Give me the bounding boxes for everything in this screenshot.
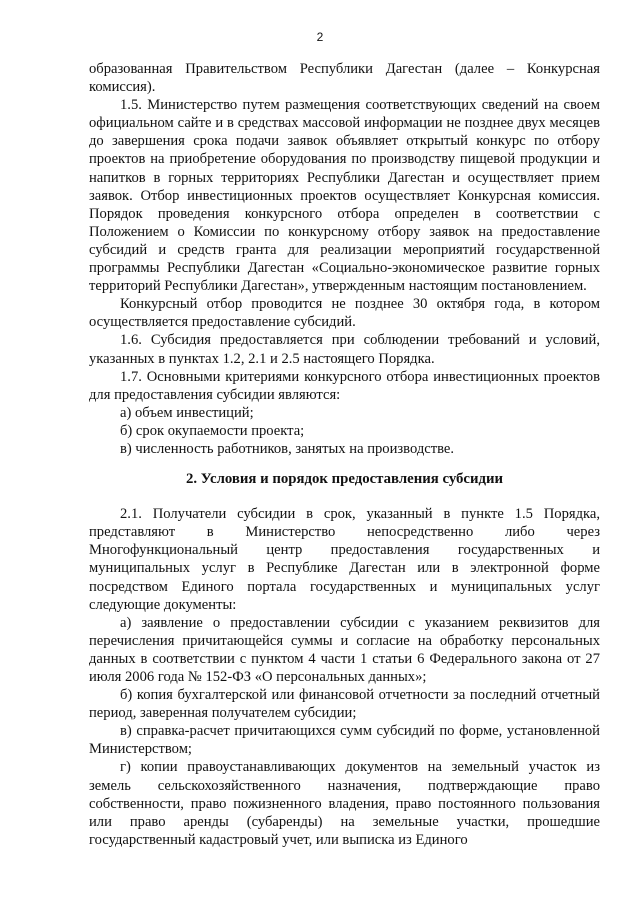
paragraph-1-6: 1.6. Субсидия предоставляется при соблюдении требований и условий, указанных в пунктах 1.2, 2.1 и 2.5 настоящего Порядка.	[89, 332, 600, 367]
document-item-a: а) заявление о предоставлении субсидии с указанием реквизитов для перечисления причитающейся суммы и согласие на обработку персональных данных в соответствии с пунктом 4 части 1 статьи 6 Федерального закона от 27 июля 2006 года № 152-ФЗ «О персональных данных»;	[89, 614, 600, 685]
list-item-a: а) объем инвестиций;	[120, 404, 254, 421]
paragraph-2-1: 2.1. Получатели субсидии в срок, указанный в пункте 1.5 Порядка, представляют в Министерство непосредственно либо через Многофункциональный центр предоставления государственных и муниципальных услуг в Республике Дагестан или в электронной форме посредством Единого портала государственных и муниципальных услуг следующие документы:	[89, 506, 600, 613]
paragraph-competition-deadline: Конкурсный отбор проводится не позднее 30 октября года, в котором осуществляется предоставление субсидий.	[89, 296, 600, 331]
list-item-b: б) срок окупаемости проекта;	[120, 422, 305, 439]
document-item-g: г) копии правоустанавливающих документов на земельный участок из земель сельскохозяйственного назначения, подтверждающие право собственности, право пожизненного владения, право постоянного пользования или право аренды (субаренды) на земельные участки, прошедшие государственный кадастровый учет, или выписка из Единого	[89, 759, 600, 848]
paragraph-continuation: образованная Правительством Республики Дагестан (далее – Конкурсная комиссия).	[89, 61, 600, 96]
page-number: 2	[316, 30, 324, 44]
document-body	[89, 60, 600, 849]
list-item-v: в) численность работников, занятых на производстве.	[120, 440, 455, 457]
paragraph-1-5: 1.5. Министерство путем размещения соответствующих сведений на своем официальном сайте и в средствах массовой информации не позднее двух месяцев до завершения срока подачи заявок объявляет открытый конкурс по отбору проектов на приобретение оборудования по производству пищевой продукции и напитков в горных территориях Республики Дагестан и осуществляет прием заявок. Отбор инвестиционных проектов осуществляет Конкурсная комиссия. Порядок проведения конкурсного отбора определен в соответствии с Положением о Комиссии по конкурсному отбору заявок на предоставление субсидий и средств гранта для реализации мероприятий государственной программы Республики Дагестан «Социально-экономическое развитие горных территорий Республики Дагестан», утвержденным настоящим постановлением.	[89, 97, 600, 295]
paragraph-1-7: 1.7. Основными критериями конкурсного отбора инвестиционных проектов для предоставления субсидии являются:	[89, 368, 600, 403]
section-heading: 2. Условия и порядок предоставления субсидии	[185, 471, 504, 488]
document-item-b: б) копия бухгалтерской или финансовой отчетности за последний отчетный период, заверенная получателем субсидии;	[89, 687, 600, 722]
document-item-v: в) справка-расчет причитающихся сумм субсидий по форме, установленной Министерством;	[89, 723, 600, 758]
